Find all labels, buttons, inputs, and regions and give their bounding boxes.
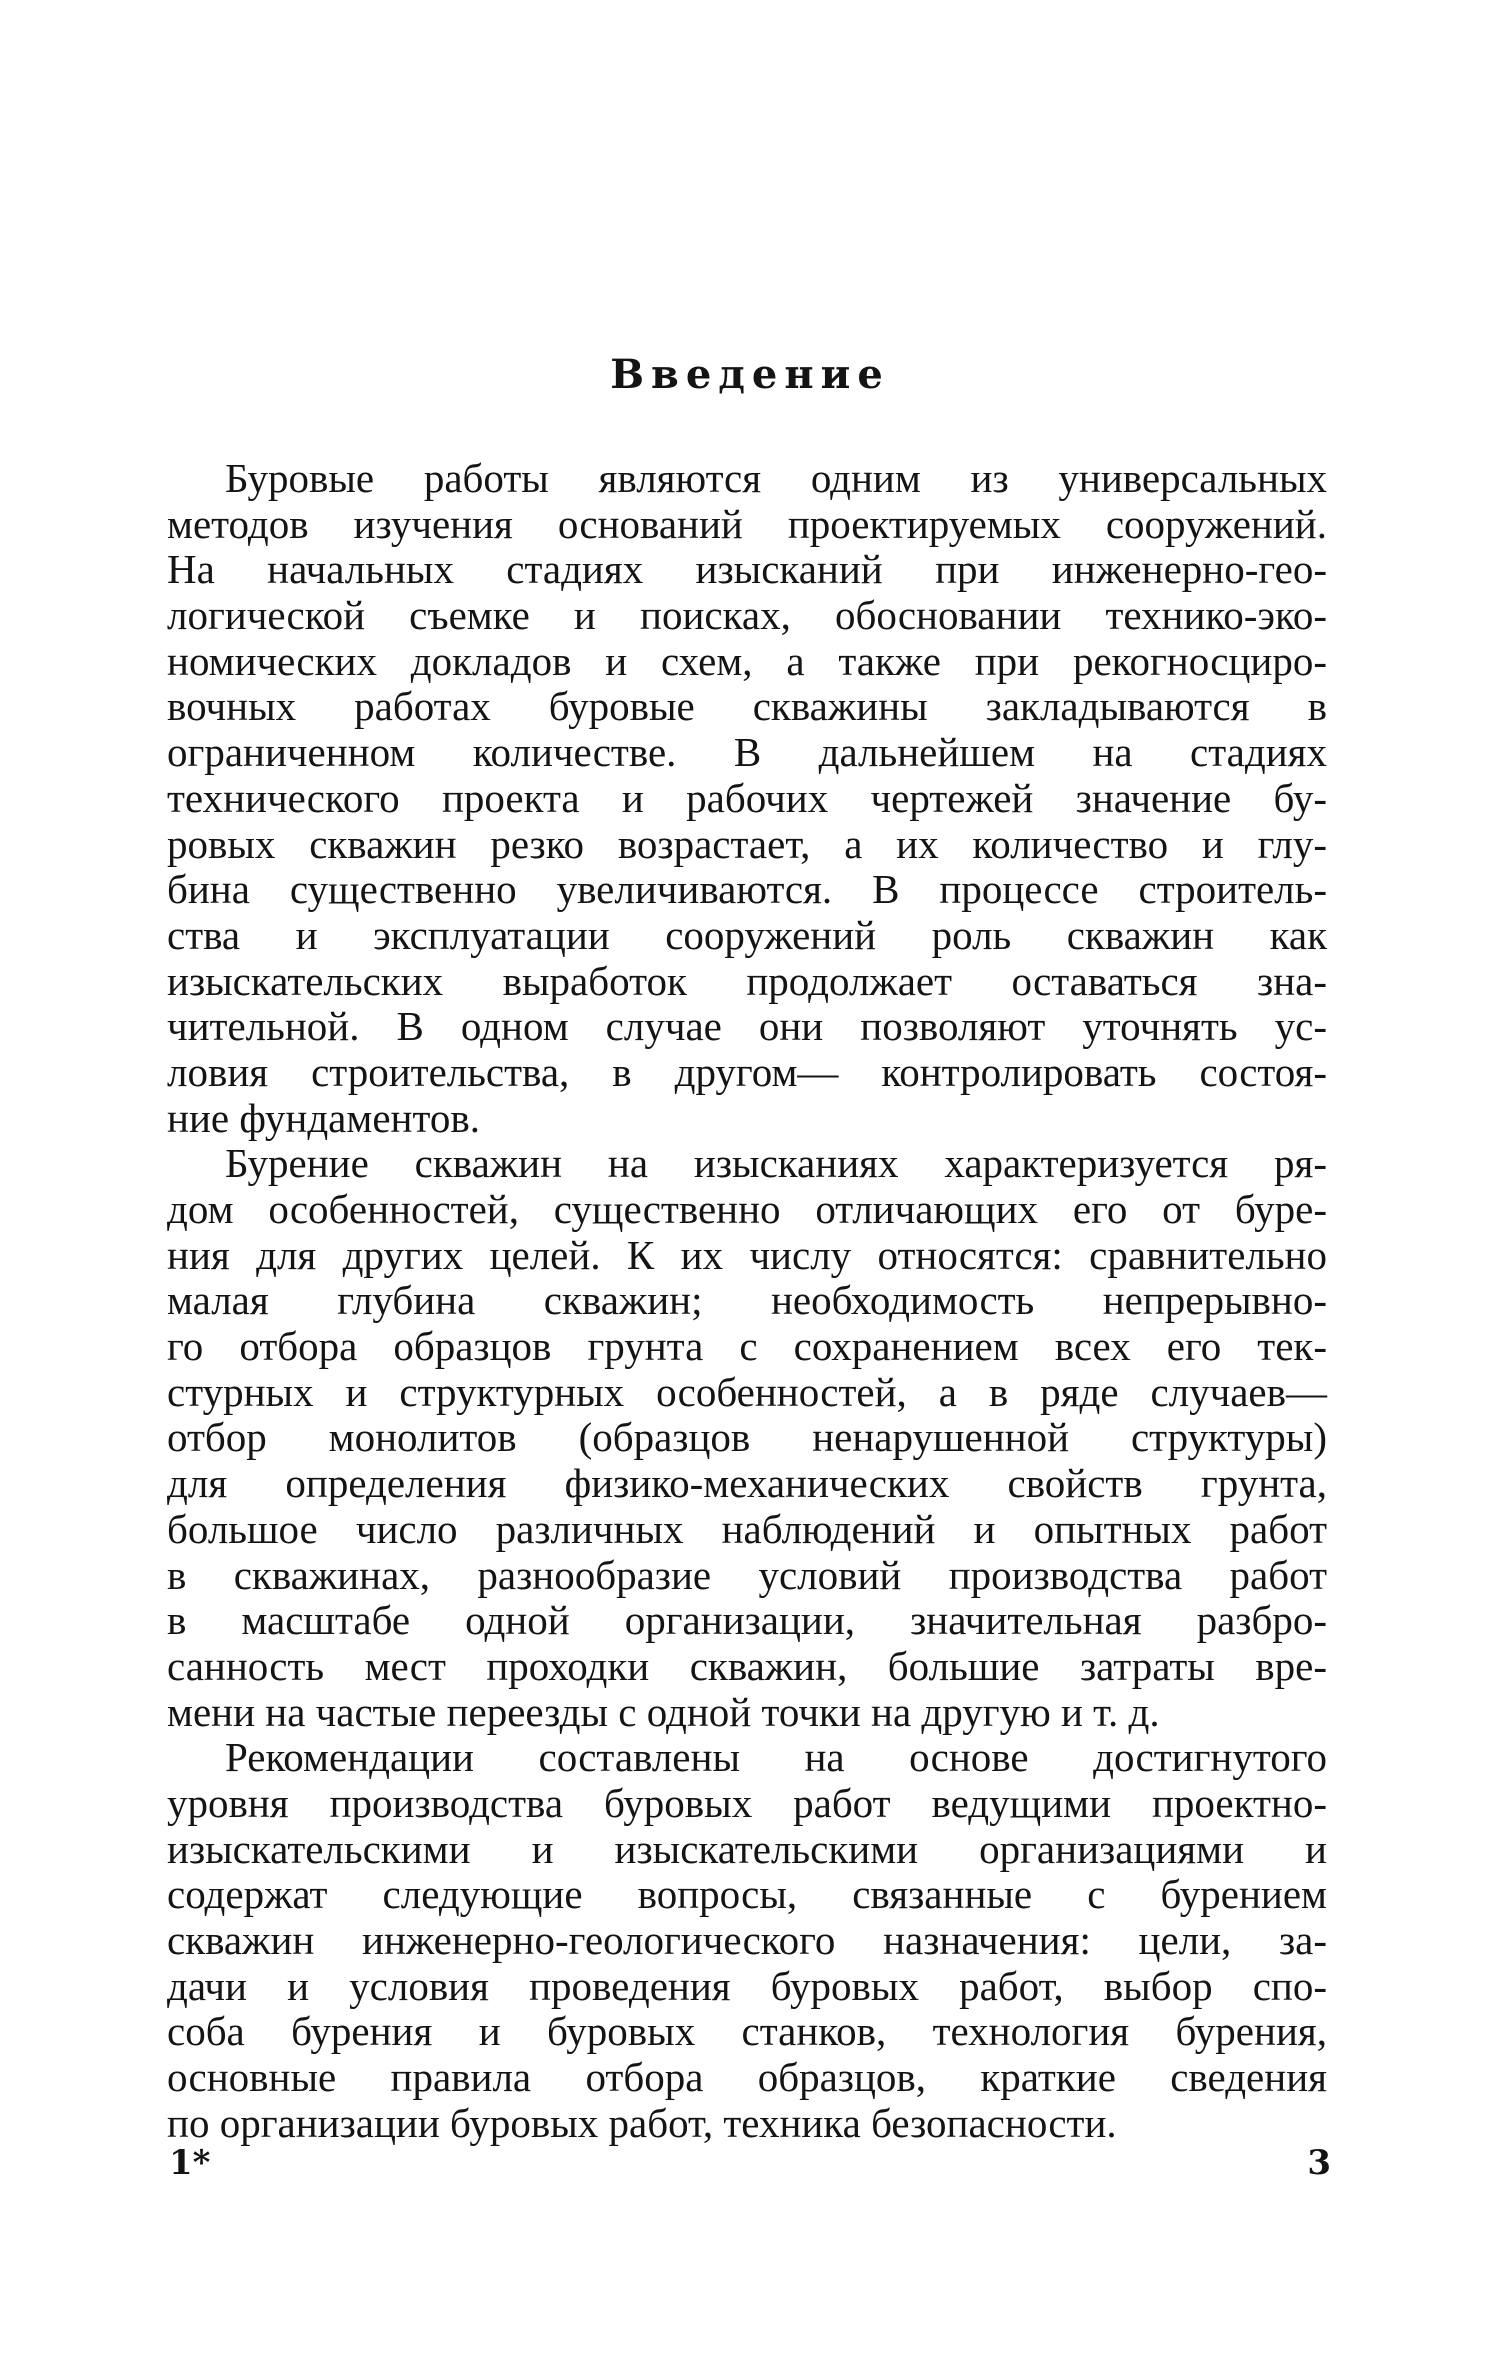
signature-mark: 1* — [169, 2143, 211, 2183]
text-line: вочных работах буровые скважины закладываются в — [167, 683, 1327, 730]
text-line: технического проекта и рабочих чертежей значение бу- — [167, 774, 1327, 821]
text-line: ограниченном количестве. В дальнейшем на стадиях — [167, 729, 1327, 776]
text-line: соба бурения и буровых станков, технология бурения, — [167, 2008, 1327, 2055]
text-line: отбор монолитов (образцов ненарушенной структуры) — [167, 1414, 1327, 1461]
text-line: На начальных стадиях изысканий при инженерно-гео- — [167, 546, 1327, 593]
text-line: по организации буровых работ, техника безопасности. — [167, 2099, 1117, 2146]
text-line: скважин инженерно-геологического назначения: цели, за- — [167, 1917, 1327, 1963]
text-line: дачи и условия проведения буровых работ, выбор спо- — [167, 1962, 1327, 2009]
text-line: Бурение скважин на изысканиях характеризуется ря- — [225, 1140, 1327, 1187]
paragraph — [167, 456, 1327, 1141]
text-line: бина существенно увеличиваются. В процессе строитель- — [167, 866, 1327, 913]
text-line: содержат следующие вопросы, связанные с бурением — [167, 1871, 1327, 1918]
text-line: для определения физико-механических свойств грунта, — [167, 1460, 1327, 1507]
body-text — [167, 456, 1327, 2146]
text-line: изыскательскими и изыскательскими организациями и — [167, 1825, 1327, 1872]
text-line: методов изучения оснований проектируемых сооружений. — [167, 500, 1327, 547]
text-line: мени на частые переезды с одной точки на другую и т. д. — [167, 1688, 1160, 1735]
text-line: малая глубина скважин; необходимость непрерывно- — [167, 1277, 1327, 1324]
text-line: большое число различных наблюдений и опытных работ — [167, 1505, 1327, 1552]
text-line: уровня производства буровых работ ведущими проектно- — [167, 1779, 1327, 1826]
text-line: логической съемке и поисках, обосновании технико-эко- — [167, 592, 1327, 639]
text-line: в скважинах, разнообразие условий производства работ — [167, 1551, 1327, 1598]
page-number: 3 — [1307, 2143, 1331, 2183]
text-line: санность мест проходки скважин, большие затраты вре- — [167, 1642, 1327, 1689]
section-title: Введение — [610, 351, 890, 398]
text-line: ния для других целей. К их числу относятся: сравнительно — [167, 1231, 1327, 1278]
text-line: в масштабе одной организации, значительная разбро- — [167, 1597, 1327, 1644]
text-line: основные правила отбора образцов, краткие сведения — [167, 2054, 1327, 2101]
paragraph — [167, 1735, 1327, 2146]
text-line: стурных и структурных особенностей, а в ряде случаев— — [167, 1368, 1327, 1415]
text-line: изыскательских выработок продолжает оставаться зна- — [167, 957, 1327, 1004]
text-line: Рекомендации составлены на основе достигнутого — [225, 1734, 1327, 1781]
text-line: номических докладов и схем, а также при рекогносциро- — [167, 637, 1327, 684]
text-line: ловия строительства, в другом— контролировать состоя- — [167, 1048, 1327, 1095]
paragraph — [167, 1141, 1327, 1735]
text-line: дом особенностей, существенно отличающих его от буре- — [167, 1186, 1327, 1232]
text-line: чительной. В одном случае они позволяют уточнять ус- — [167, 1003, 1327, 1050]
text-line: ровых скважин резко возрастает, а их количество и глу- — [167, 820, 1327, 867]
text-line: ние фундаментов. — [167, 1094, 480, 1141]
text-line: го отбора образцов грунта с сохранением всех его тек- — [167, 1323, 1327, 1370]
text-line: Буровые работы являются одним из универсальных — [225, 455, 1327, 501]
text-line: ства и эксплуатации сооружений роль скважин как — [167, 911, 1327, 958]
